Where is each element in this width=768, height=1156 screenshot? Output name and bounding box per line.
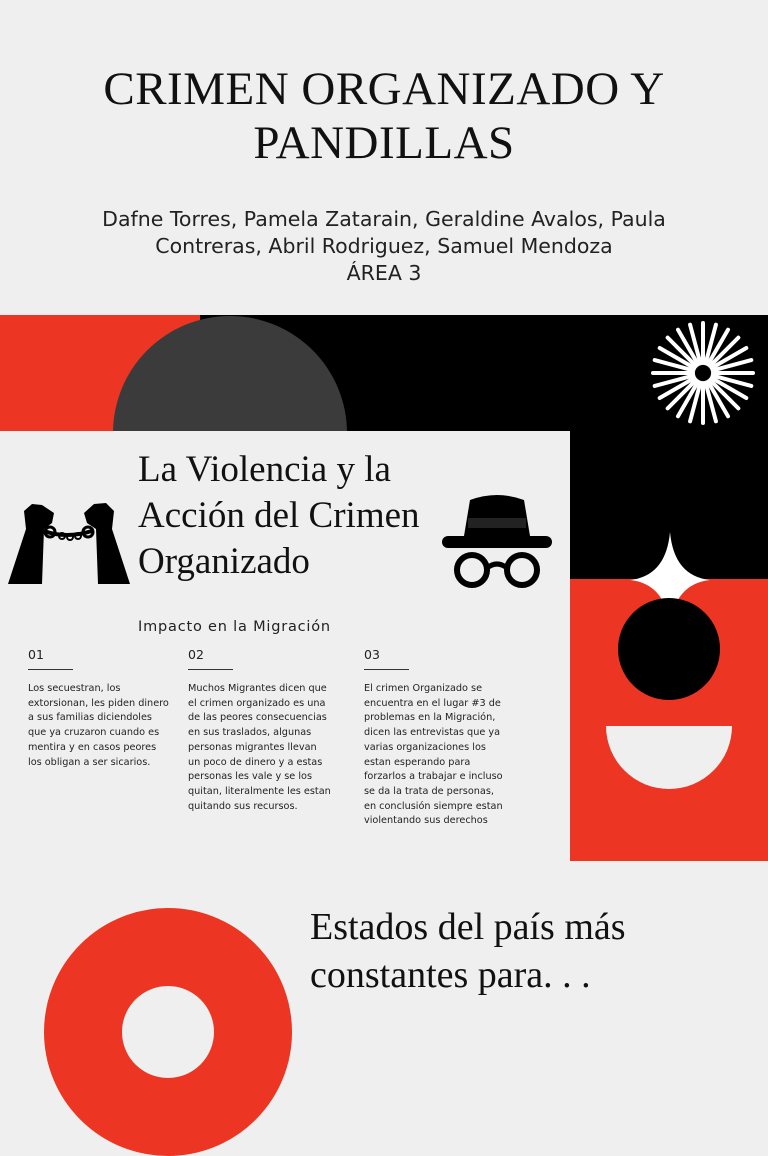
text-line: el crimen organizado es una [188,697,326,709]
title-line-1: CRIMEN ORGANIZADO Y [103,63,665,115]
text-line: forzarlos a trabajar e incluso [364,771,503,783]
states-title [310,903,626,999]
text-line: de las peores consecuencias [188,712,327,724]
column-divider [364,669,409,670]
text-line: que ya cruzaron cuando es [28,727,160,739]
text-line: estan esperando para [364,756,471,768]
text-line: El crimen Organizado se [364,683,483,694]
text-line: mentira y en casos peores [28,741,157,753]
states-title-line-1: Estados del país más [310,906,626,948]
spy-hat-glasses-icon [442,490,552,590]
section-title-line-2: Acción del Crimen [138,495,420,536]
text-line: en conclusión siempre estan [364,800,503,812]
text-line: personas les vale y se los [188,771,313,783]
column-text [364,682,503,829]
text-line: encuentra en el lugar #3 de [364,697,501,709]
text-line: problemas en la Migración, [364,712,496,724]
column-text [28,682,169,770]
text-line: quitan, literalmente les estan [188,785,331,797]
states-title-line-2: constantes para. . . [310,954,591,996]
column-number: 02 [188,647,204,662]
section-title-line-3: Organizado [138,541,310,582]
text-line: se da la trata de personas, [364,785,494,797]
section-title [138,447,420,585]
starburst-icon [650,320,756,426]
handcuffed-hands-icon [8,499,132,585]
authors-line-2: Contreras, Abril Rodriguez, Samuel Mendoza [155,234,613,258]
area-label: ÁREA 3 [346,261,422,285]
text-line: los obligan a ser sicarios. [28,756,151,768]
black-circle-decoration [618,598,720,700]
text-line: violentando sus derechos [364,815,488,827]
section-title-line-1: La Violencia y la [138,449,391,490]
text-line: extorsionan, les piden dinero [28,697,169,709]
text-line: quitando sus recursos. [188,800,298,812]
text-line: varias organizaciones los [364,741,486,753]
page-title [0,62,768,170]
text-line: a sus familias diciendoles [28,712,152,724]
column-text [188,682,331,814]
authors [60,206,708,287]
column-divider [188,669,233,670]
text-line: en sus traslados, algunas [188,727,312,739]
text-line: Muchos Migrantes dicen que [188,683,327,694]
column-number: 03 [364,647,380,662]
text-line: Los secuestran, los [28,683,121,694]
title-line-2: PANDILLAS [253,117,515,169]
text-line: personas migrantes llevan [188,741,317,753]
column-divider [28,669,73,670]
red-ring-decoration [44,908,292,1156]
text-line: un poco de dinero y a estas [188,756,323,768]
column-number: 01 [28,647,44,662]
text-line: dicen las entrevistas que ya [364,727,501,739]
authors-line-1: Dafne Torres, Pamela Zatarain, Geraldine Avalos, Paula [102,207,666,231]
section-subtitle: Impacto en la Migración [138,619,331,635]
